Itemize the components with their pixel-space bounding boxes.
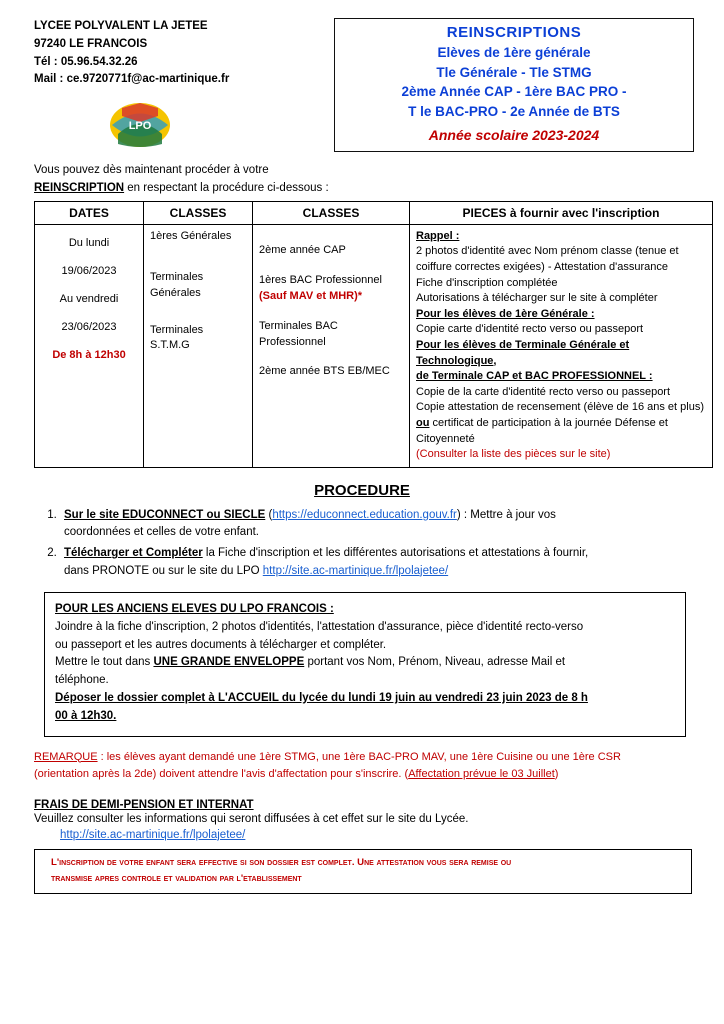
remark-affectation-date: Affectation prévue le 03 Juillet: [408, 767, 555, 780]
pieces-heading-term-b: de Terminale CAP et BAC PROFESSIONNEL :: [416, 370, 653, 383]
frais-text: Veuillez consulter les informations qui seront diffusées à cet effet sur le site du Lycée.: [34, 812, 469, 825]
banner-line-3: 2ème Année CAP - 1ère BAC PRO -: [401, 84, 627, 100]
col-header-dates: DATES: [35, 201, 144, 224]
pieces-line-2: coiffure correctes exigées) - Attestation d'assurance: [416, 260, 668, 273]
lpo-site-link-2[interactable]: http://site.ac-martinique.fr/lpolajetee/: [60, 828, 246, 841]
box-line-3a: Mettre le tout dans: [55, 656, 154, 669]
box-line-1: Joindre à la fiche d'inscription, 2 photos d'identités, l'attestation d'assurance, pièce d'identité recto-verso: [55, 620, 584, 633]
remark-paragraph: [34, 749, 690, 783]
box-heading: POUR LES ANCIENS ELEVES DU LPO FRANCOIS :: [55, 602, 334, 615]
banner-line-1: Elèves de 1ère générale: [437, 45, 591, 60]
date-line-4: 23/06/2023: [61, 320, 117, 333]
proc1-paren-open: (: [265, 508, 273, 521]
frais-title: FRAIS DE DEMI-PENSION ET INTERNAT: [34, 798, 254, 811]
pieces-consult-note: (Consulter la liste des pièces sur le site): [416, 448, 611, 461]
date-line-2: 19/06/2023: [61, 264, 117, 277]
remark-line-2c: ): [554, 767, 559, 780]
proc1-bold: Sur le site EDUCONNECT ou SIECLE: [64, 508, 266, 521]
date-line-3: Au vendredi: [59, 292, 119, 305]
classes2-exception: (Sauf MAV et MHR)*: [259, 289, 363, 302]
lpo-site-link-1[interactable]: http://site.ac-martinique.fr/lpolajetee/: [262, 564, 449, 577]
box-line-4: téléphone.: [55, 674, 109, 687]
pieces-ou: ou: [416, 417, 430, 430]
pieces-line-4: Autorisations à télécharger sur le site à compléter: [416, 292, 658, 305]
school-mail: Mail : ce.9720771f@ac-martinique.fr: [34, 73, 230, 86]
box-line-3c: portant vos Nom, Prénom, Niveau, adresse Mail et: [304, 656, 566, 669]
reinscription-banner: [334, 18, 694, 152]
box-envelope-emphasis: UNE GRANDE ENVELOPPE: [153, 656, 305, 669]
procedure-item-1: [60, 507, 690, 542]
banner-line-4: T le BAC-PRO - 2e Année de BTS: [408, 103, 620, 119]
banner-line-2: Tle Générale - Tle STMG: [436, 64, 592, 80]
classes1-line-5: S.T.M.G: [150, 339, 190, 352]
educonnect-link[interactable]: https://educonnect.education.gouv.fr: [272, 508, 457, 521]
footer-notice: [34, 849, 692, 895]
box-line-2: ou passeport et les autres documents à télécharger et compléter.: [55, 638, 387, 651]
col-header-classes-1: CLASSES: [144, 201, 253, 224]
classes2-term-bac-2: Professionnel: [259, 335, 326, 348]
procedure-title: PROCEDURE: [314, 481, 410, 499]
cell-pieces: [410, 224, 713, 467]
proc2-line-2: dans PRONOTE ou sur le site du LPO: [64, 564, 263, 577]
pieces-rappel-label: Rappel :: [416, 229, 460, 242]
classes1-line-4: Terminales: [150, 323, 204, 336]
school-identity: [34, 18, 324, 89]
box-line-3: [55, 654, 675, 672]
remark-label: REMARQUE: [34, 750, 98, 763]
procedure-item-2: [60, 545, 690, 580]
remark-line-2a: (orientation après la 2de) doivent attendre l'avis d'affectation pour s'inscrire. (: [34, 767, 409, 780]
col-header-pieces: PIECES à fournir avec l'inscription: [410, 201, 713, 224]
intro-line-1: Vous pouvez dès maintenant procéder à votre: [34, 164, 269, 177]
cell-classes-1: [144, 224, 253, 467]
pieces-line-9: Citoyenneté: [416, 432, 475, 445]
school-city: 97240 LE FRANCOIS: [34, 37, 148, 50]
intro-underlined-word: REINSCRIPTION: [34, 181, 125, 194]
classes2-bacpro-1ere: 1ères BAC Professionnel: [259, 273, 382, 286]
notice-line-2: transmise apres controle et validation par l'etablissement: [51, 872, 302, 884]
pieces-line-5: Copie carte d'identité recto verso ou passeport: [416, 323, 644, 336]
pieces-line-7: Copie attestation de recensement (élève de 16 ans et plus): [416, 401, 705, 414]
school-name: LYCEE POLYVALENT LA JETEE: [34, 20, 208, 32]
pieces-line-1: 2 photos d'identité avec Nom prénom classe (tenue et: [416, 245, 679, 258]
intro-paragraph: [34, 162, 694, 197]
classes1-line-3: Générales: [150, 286, 201, 299]
classes1-line-2: Terminales: [150, 271, 204, 284]
classes2-cap: 2ème année CAP: [259, 243, 346, 256]
classes2-term-bac: Terminales BAC: [259, 319, 338, 332]
pieces-line-3: Fiche d'inscription complétée: [416, 276, 558, 289]
svg-text:LPO: LPO: [128, 120, 152, 132]
date-line-1: Du lundi: [68, 236, 110, 249]
pieces-heading-term-a: Pour les élèves de Terminale Générale et Technologique,: [416, 339, 630, 367]
procedure-list: [60, 507, 690, 580]
pieces-line-8: [416, 416, 706, 432]
inscription-table: [34, 201, 713, 468]
frais-link-wrap: [60, 829, 724, 841]
pieces-heading-1ere: Pour les élèves de 1ère Générale :: [416, 307, 595, 320]
proc2-bold: Télécharger et Compléter: [64, 547, 203, 560]
classes2-bts: 2ème année BTS EB/MEC: [259, 365, 390, 378]
box-deposit-line-1: Déposer le dossier complet à L'ACCUEIL du lycée du lundi 19 juin au vendredi 23 juin 2023 de 8 h: [55, 691, 588, 704]
pieces-line-8b: certificat de participation à la journée Défense et: [429, 417, 668, 430]
remark-line-1: : les élèves ayant demandé une 1ère STMG, une 1ère BAC-PRO MAV, une 1ère Cuisine ou une 1ère CSR: [97, 750, 621, 763]
banner-school-year: Année scolaire 2023-2024: [428, 127, 600, 144]
anciens-eleves-box: [44, 592, 686, 737]
cell-classes-2: [253, 224, 410, 467]
school-phone: Tél : 05.96.54.32.26: [34, 55, 138, 68]
notice-line-1: L'inscription de votre enfant sera effective si son dossier est complet. Une attestation vous sera remise ou: [51, 856, 512, 868]
date-hours: De 8h à 12h30: [52, 348, 126, 361]
table-header-row: [35, 201, 713, 224]
col-header-classes-2: CLASSES: [253, 201, 410, 224]
banner-title: REINSCRIPTIONS: [446, 24, 582, 41]
classes1-line-1: 1ères Générales: [150, 229, 232, 242]
pieces-line-6: Copie de la carte d'identité recto verso ou passeport: [416, 385, 671, 398]
proc2-rest: la Fiche d'inscription et les différentes autorisations et attestations à fournir,: [202, 547, 589, 560]
school-logo-icon: [108, 100, 172, 150]
cell-dates: [35, 224, 144, 467]
proc1-paren-close: ) : Mettre à jour vos: [456, 508, 556, 521]
table-row: [35, 224, 713, 467]
intro-line-2: en respectant la procédure ci-dessous :: [124, 181, 329, 194]
proc1-line-2: coordonnées et celles de votre enfant.: [64, 526, 259, 539]
box-deposit-line-2: 00 à 12h30.: [55, 709, 117, 722]
